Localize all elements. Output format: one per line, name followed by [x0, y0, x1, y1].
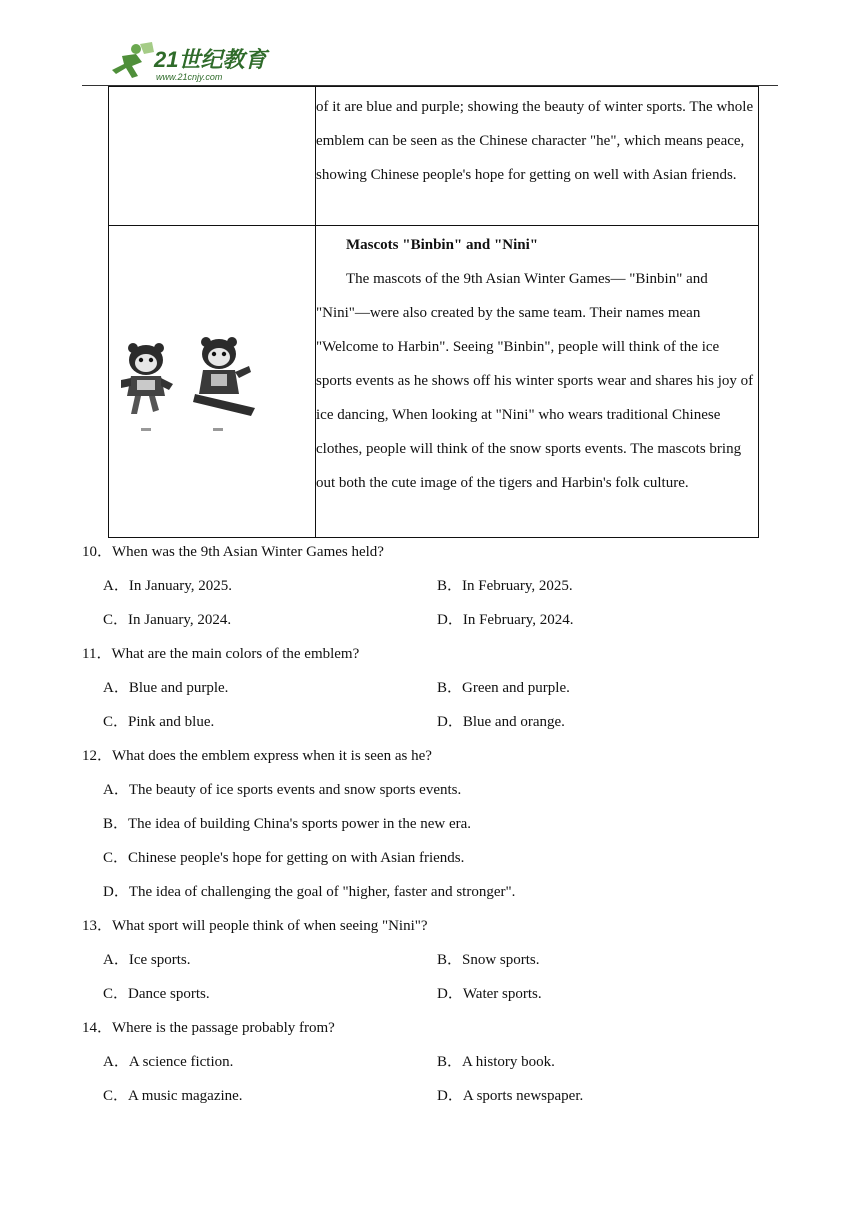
question-stem: 10．When was the 9th Asian Winter Games held? [82, 544, 384, 560]
question-stem: 13．What sport will people think of when seeing "Nini"? [82, 918, 428, 934]
runner-icon [112, 42, 154, 78]
passage-table [108, 86, 759, 538]
mascots-image [109, 226, 315, 532]
option-c[interactable]: C．In January, 2024. [103, 612, 232, 628]
option-d[interactable]: D．Blue and orange. [437, 714, 565, 730]
option-row [82, 675, 782, 709]
option-c[interactable]: C．Chinese people's hope for getting on with Asian friends. [103, 850, 465, 866]
option-row [82, 1049, 782, 1083]
question-list [82, 539, 782, 1117]
mascot-image-cell [109, 226, 316, 538]
option-a[interactable]: A．Blue and purple. [103, 680, 229, 696]
emblem-continued-text: of it are blue and purple; showing the beauty of winter sports. The whole emblem can be seen as the Chinese character "he", which means peace, showing Chinese people's hope for getting on well with Asian friends. [316, 99, 754, 183]
option-d[interactable]: D．A sports newspaper. [437, 1088, 584, 1104]
mascot-row [109, 226, 759, 538]
nini-mascot [193, 337, 255, 431]
option-a[interactable]: A．Ice sports. [103, 952, 191, 968]
option-c[interactable]: C．Pink and blue. [103, 714, 215, 730]
option-d[interactable]: D．The idea of challenging the goal of "higher, faster and stronger". [103, 884, 516, 900]
binbin-mascot [121, 343, 173, 431]
logo-text: 21世纪教育 [154, 47, 267, 72]
question-stem: 14．Where is the passage probably from? [82, 1020, 335, 1036]
option-row [82, 709, 782, 743]
emblem-text-cell [316, 87, 759, 226]
mascot-paragraph: The mascots of the 9th Asian Winter Games— "Binbin" and "Nini"—were also created by the same team. Their names mean "Welcome to Harbin". Seeing "Binbin", people will think of the ice sports events as he shows off his winter sports wear and shares his joy of ice dancing, When looking at "Nini" who wears traditional Chinese clothes, people will think of the snow sports events. The mascots bring out both the cute image of the tigers and Harbin's folk culture. [316, 271, 754, 491]
option-d[interactable]: D．Water sports. [437, 986, 542, 1002]
option-a[interactable]: A．In January, 2025. [103, 578, 233, 594]
option-c[interactable]: C．Dance sports. [103, 986, 210, 1002]
mascot-text-cell [316, 226, 759, 538]
question-stem: 12．What does the emblem express when it is seen as he? [82, 748, 432, 764]
logo-url: www.21cnjy.com [156, 72, 223, 82]
option-b[interactable]: B．Snow sports. [437, 952, 540, 968]
option-row [82, 573, 782, 607]
option-row [82, 607, 782, 641]
option-row [82, 981, 782, 1015]
option-a[interactable]: A．The beauty of ice sports events and snow sports events. [103, 782, 462, 798]
21cnjy-logo [102, 40, 272, 84]
option-a[interactable]: A．A science fiction. [103, 1054, 234, 1070]
option-d[interactable]: D．In February, 2024. [437, 612, 574, 628]
question-stem: 11．What are the main colors of the emblem? [82, 646, 360, 662]
option-b[interactable]: B．In February, 2025. [437, 578, 573, 594]
empty-image-cell [109, 87, 316, 226]
option-row [82, 947, 782, 981]
option-b[interactable]: B．Green and purple. [437, 680, 570, 696]
page-header [0, 0, 860, 90]
option-c[interactable]: C．A music magazine. [103, 1088, 243, 1104]
option-b[interactable]: B．A history book. [437, 1054, 555, 1070]
option-row [82, 1083, 782, 1117]
option-b[interactable]: B．The idea of building China's sports power in the new era. [103, 816, 472, 832]
emblem-row [109, 87, 759, 226]
mascot-title: Mascots "Binbin" and "Nini" [346, 237, 539, 253]
